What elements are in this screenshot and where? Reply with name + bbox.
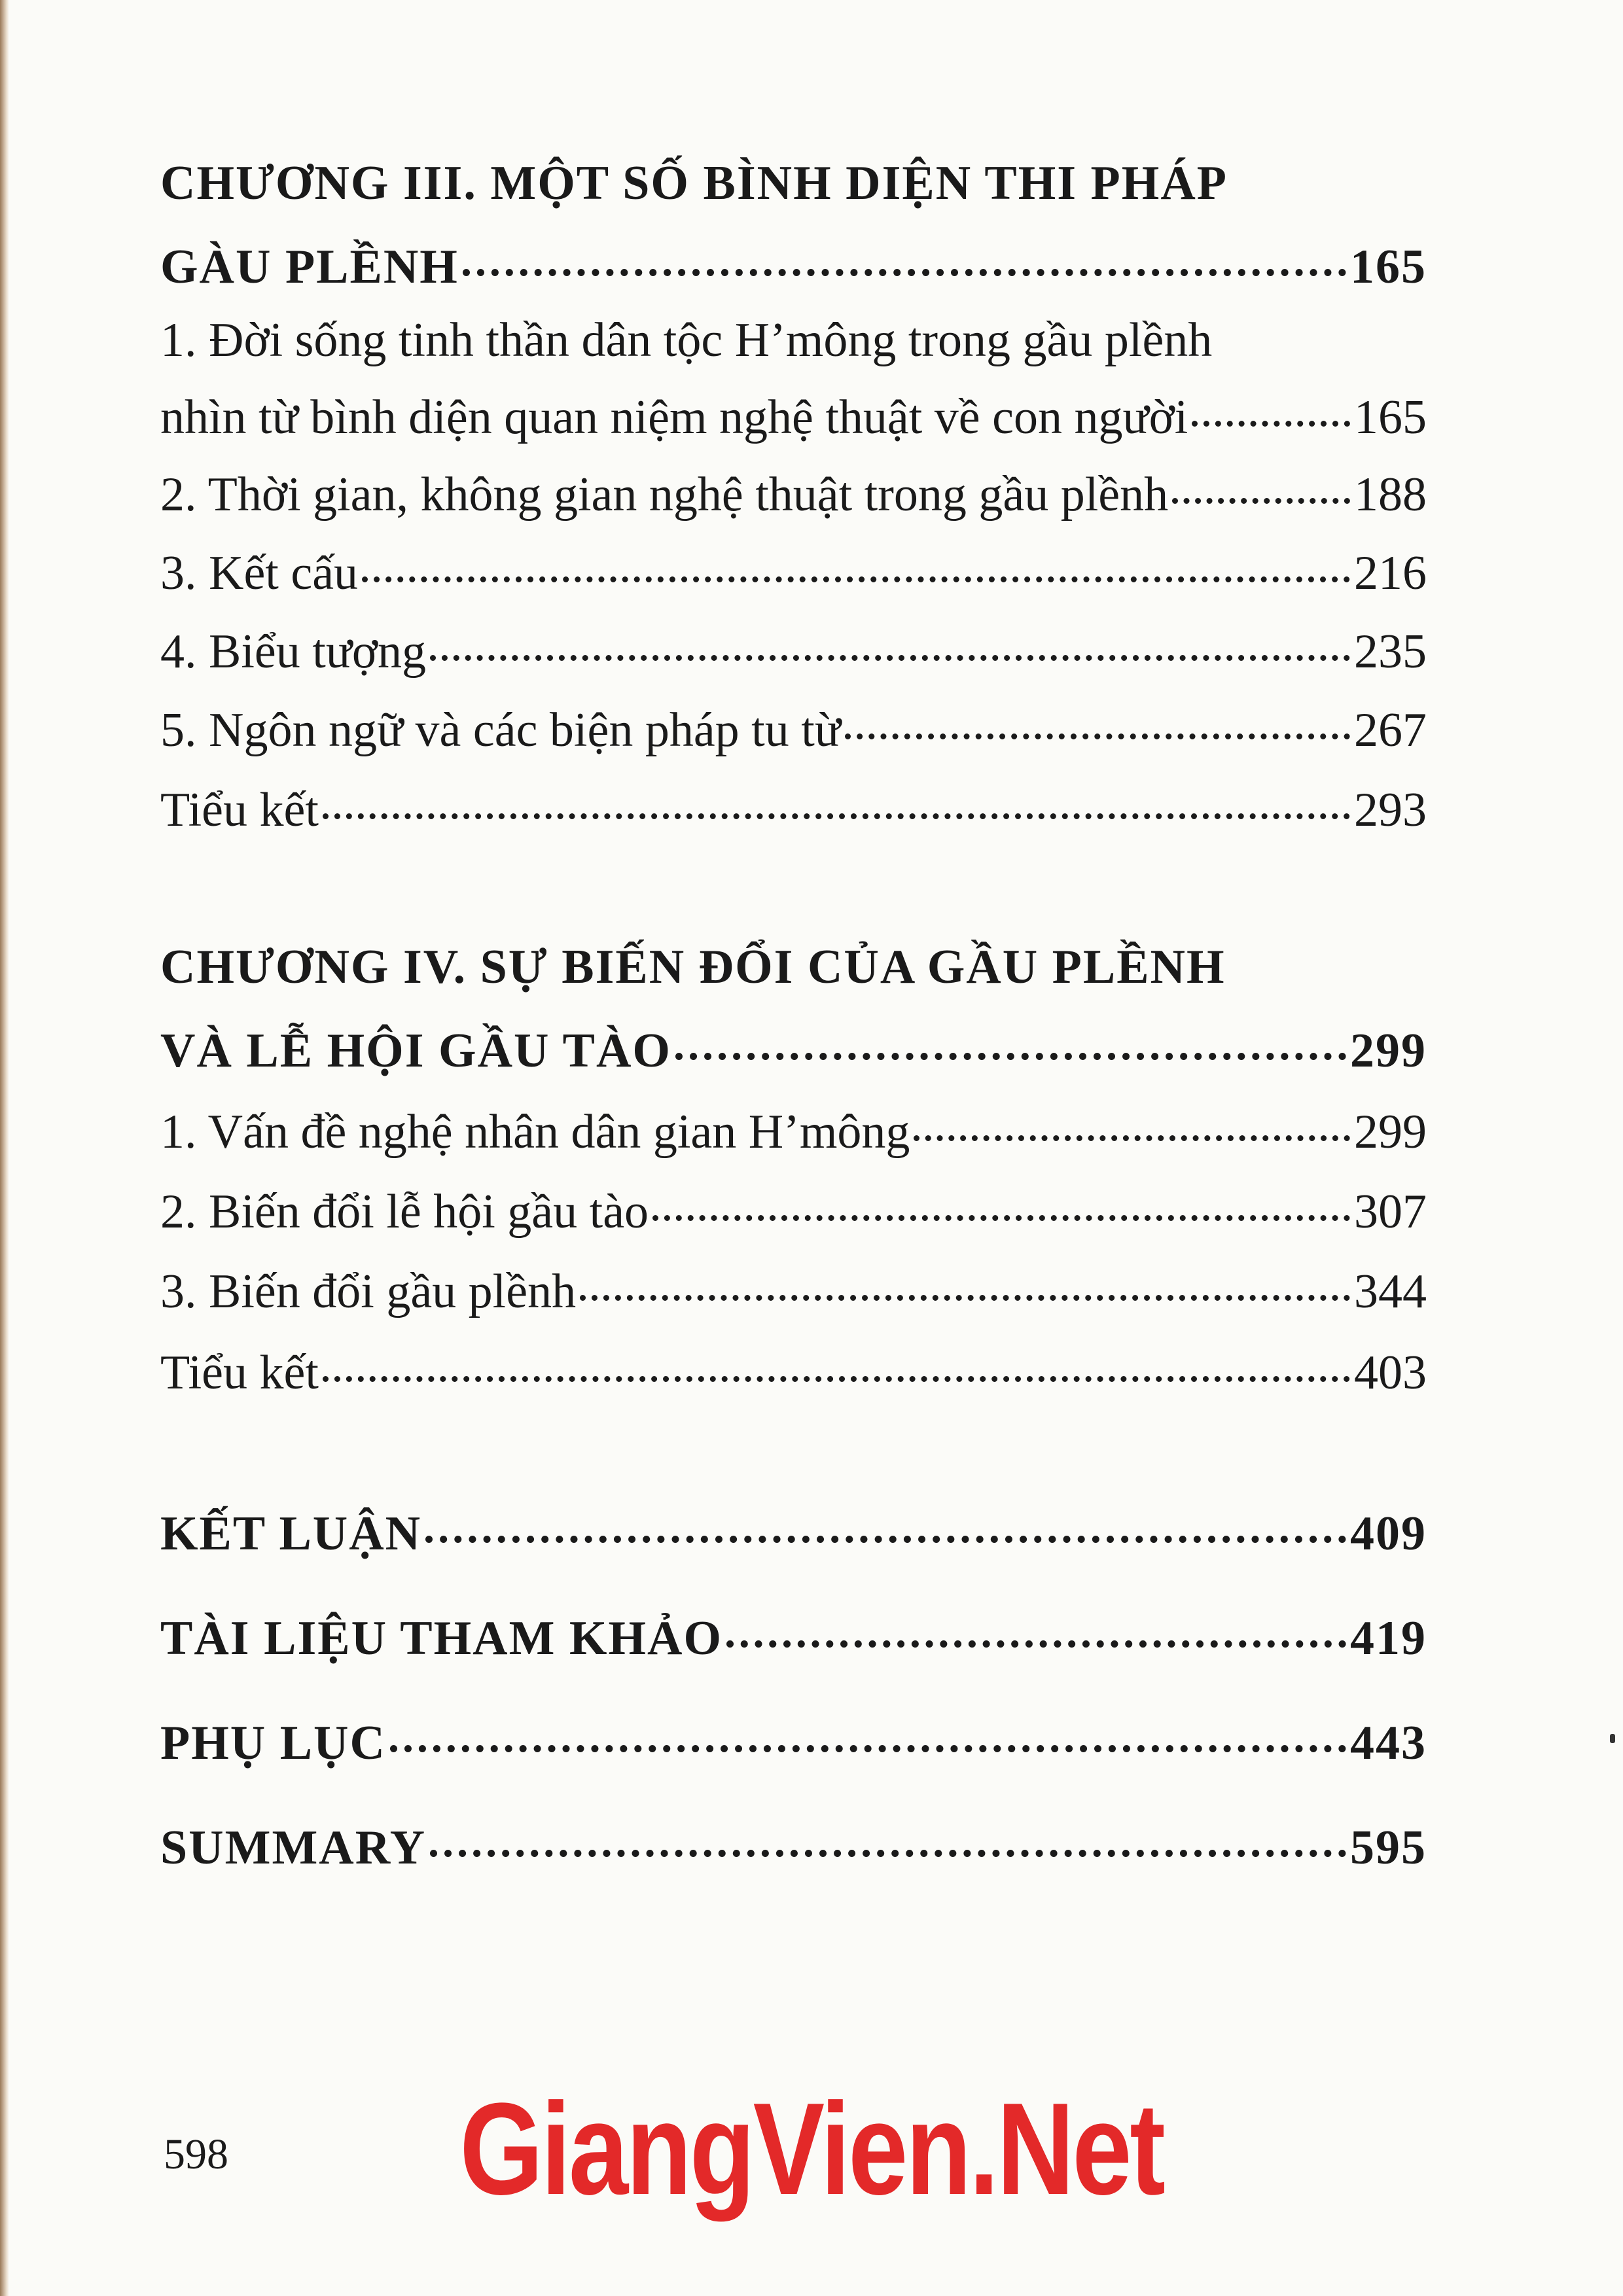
- toc-entry-page: 299: [1354, 1105, 1427, 1159]
- toc-entry-page: 165: [1354, 391, 1427, 444]
- toc-entry-title: 4. Biểu tượng: [160, 625, 427, 679]
- back-matter-entry: [160, 1611, 1427, 1667]
- chapter4-heading-entry: [160, 1023, 1427, 1079]
- chapter4-title-line1: CHƯƠNG IV. SỰ BIẾN ĐỔI CỦA GẦU PLỀNH: [160, 940, 1226, 994]
- back-matter-page: 409: [1350, 1507, 1427, 1561]
- toc-entry: [160, 783, 1427, 838]
- back-matter-page: 595: [1350, 1821, 1427, 1875]
- toc-entry-title: 1. Vấn đề nghệ nhân dân gian H’mông: [160, 1105, 910, 1159]
- dot-leader: [425, 1536, 1346, 1543]
- back-matter-title: KẾT LUẬN: [160, 1507, 422, 1561]
- chapter3-title-line2: GÀU PLỀNH: [160, 240, 459, 294]
- dot-leader: [675, 1053, 1346, 1060]
- dot-leader: [914, 1135, 1350, 1141]
- toc-entry-title: Tiểu kết: [160, 783, 319, 837]
- toc-entry-title: 2. Thời gian, không gian nghệ thuật trong gầu plềnh: [160, 468, 1169, 521]
- toc-entry: [160, 1184, 1427, 1240]
- page-number: 598: [164, 2130, 228, 2178]
- toc-entry-title: Tiểu kết: [160, 1346, 319, 1400]
- dot-leader: [463, 269, 1346, 276]
- chapter4-page: 299: [1350, 1024, 1427, 1078]
- back-matter-entry: [160, 1506, 1427, 1562]
- chapter4-title-line2: VÀ LỄ HỘI GẦU TÀO: [160, 1024, 671, 1078]
- dot-leader: [390, 1745, 1346, 1752]
- toc-entry-page: 293: [1354, 783, 1427, 837]
- back-matter-title: TÀI LIỆU THAM KHẢO: [160, 1612, 723, 1665]
- toc-item-text-line1: 1. Đời sống tinh thần dân tộc H’mông trong gầu plềnh: [160, 313, 1213, 367]
- chapter3-page: 165: [1350, 240, 1427, 294]
- dot-leader: [726, 1640, 1346, 1648]
- toc-entry-page: 267: [1354, 703, 1427, 757]
- back-matter-page: 419: [1350, 1612, 1427, 1665]
- toc-entry-title: 5. Ngôn ngữ và các biện pháp tu từ: [160, 703, 841, 757]
- toc-entry-page: 235: [1354, 625, 1427, 679]
- back-matter-title: SUMMARY: [160, 1821, 427, 1875]
- toc-entry-title: nhìn từ bình diện quan niệm nghệ thuật về con người: [160, 391, 1188, 444]
- back-matter-title: PHỤ LỤC: [160, 1716, 386, 1770]
- dot-leader: [362, 576, 1350, 582]
- dot-leader: [323, 813, 1350, 819]
- dot-leader: [1192, 421, 1350, 427]
- dot-leader: [1172, 498, 1350, 504]
- chapter3-title-line1: CHƯƠNG III. MỘT SỐ BÌNH DIỆN THI PHÁP: [160, 156, 1228, 210]
- toc-entry-title: 3. Biến đổi gầu plềnh: [160, 1265, 577, 1318]
- toc-entry: [160, 1264, 1427, 1320]
- toc-entry-page: 188: [1354, 468, 1427, 521]
- back-matter-page: 443: [1350, 1716, 1427, 1770]
- dot-leader: [652, 1215, 1350, 1221]
- chapter3-heading-entry: [160, 239, 1427, 295]
- dot-leader: [323, 1376, 1350, 1382]
- dot-leader: [430, 1850, 1346, 1857]
- toc-entry: [160, 1104, 1427, 1160]
- scan-speck: [1610, 1734, 1615, 1743]
- toc-entry-page: 307: [1354, 1185, 1427, 1239]
- dot-leader: [580, 1295, 1350, 1301]
- toc-entry: [160, 703, 1427, 758]
- watermark-text: GiangVien.Net: [459, 2076, 1164, 2222]
- back-matter-entry: [160, 1820, 1427, 1876]
- toc-entry-page: 344: [1354, 1265, 1427, 1318]
- toc-entry: [160, 467, 1427, 523]
- toc-entry-page: 216: [1354, 546, 1427, 600]
- toc-entry-title: 2. Biến đổi lễ hội gầu tào: [160, 1185, 649, 1239]
- toc-entry-title: 3. Kết cấu: [160, 546, 359, 600]
- toc-entry: [160, 390, 1427, 446]
- toc-entry: [160, 546, 1427, 601]
- toc-entry-page: 403: [1354, 1346, 1427, 1400]
- dot-leader: [430, 655, 1350, 661]
- toc-entry: [160, 624, 1427, 680]
- back-matter-entry: [160, 1716, 1427, 1771]
- dot-leader: [845, 733, 1350, 739]
- toc-entry: [160, 1345, 1427, 1401]
